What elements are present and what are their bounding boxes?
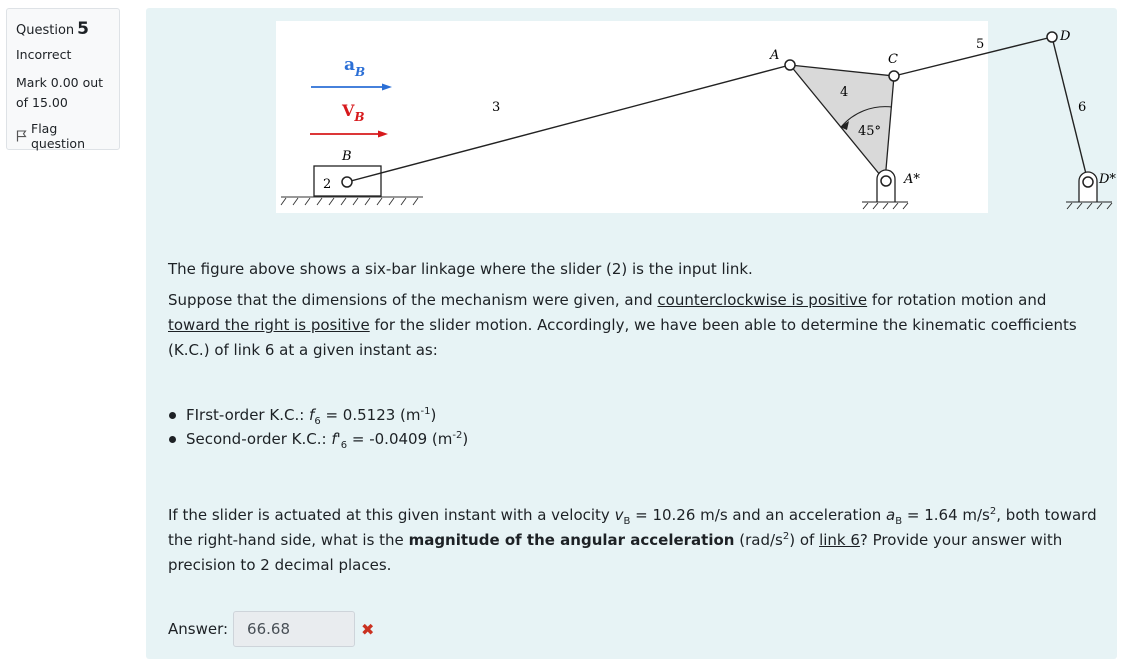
answer-input[interactable]: 66.68 — [233, 611, 355, 647]
svg-text:5: 5 — [976, 37, 985, 52]
list-item: Second-order K.C.: $f'_6 = -0.0409$ $(m^{-2})$ — [186, 427, 1097, 451]
question-text-conventions: Suppose that the dimensions of the mechanism were given, and counterclockwise is positive for rotation motion and toward the right is positive for the slider motion. Accordingly, we have been able to determine the kinematic coefficients (K.C.) of link 6 at a given instant as: — [168, 291, 1077, 359]
question-info — [6, 8, 120, 150]
svg-text:4: 4 — [840, 85, 849, 100]
question-state: Incorrect — [16, 47, 72, 62]
svg-text:A: A — [770, 48, 780, 63]
six-bar-linkage-diagram — [276, 21, 1116, 213]
question-content — [146, 8, 1117, 659]
linkage-figure — [276, 21, 1116, 213]
svg-text:D*: D* — [1099, 172, 1116, 187]
accel-label: $a_B$ — [344, 55, 366, 79]
flag-icon — [16, 130, 27, 142]
question-text-prompt: If the slider is actuated at this given instant with a velocity $v_B = 10.26$ m/s and an acceleration $a_B = 1.64$ $m/s^2$, both toward the right-hand side, what is the magnitude of the angular acceleration $(rad/s^2)$ of link 6? Provide your answer with precision to 2 decimal places. — [168, 506, 1097, 574]
answer-label: Answer: — [168, 620, 229, 638]
kinematic-coefficients-list — [168, 403, 1097, 451]
question-text-intro: The figure above shows a six-bar linkage where the slider (2) is the input link. — [168, 260, 753, 278]
svg-text:2: 2 — [323, 177, 332, 192]
svg-text:3: 3 — [492, 100, 501, 115]
question-grade: Mark 0.00 out of 15.00 — [16, 75, 104, 110]
list-item: FIrst-order K.C.: $f_6 = 0.5123$ $(m^{-1})$ — [186, 403, 1097, 427]
svg-text:A*: A* — [904, 172, 920, 187]
answer-row — [168, 611, 374, 647]
svg-text:B: B — [342, 149, 352, 164]
svg-text:45°: 45° — [858, 124, 882, 139]
flag-question-button[interactable] — [16, 121, 110, 151]
question-number: Question 5 — [16, 19, 89, 39]
svg-text:6: 6 — [1078, 100, 1087, 115]
svg-text:D: D — [1060, 29, 1071, 44]
cross-icon: ✖ — [361, 619, 375, 639]
velocity-label: $V_B$ — [342, 101, 365, 124]
svg-text:C: C — [888, 52, 898, 67]
flag-question-label: Flag question — [31, 121, 86, 151]
